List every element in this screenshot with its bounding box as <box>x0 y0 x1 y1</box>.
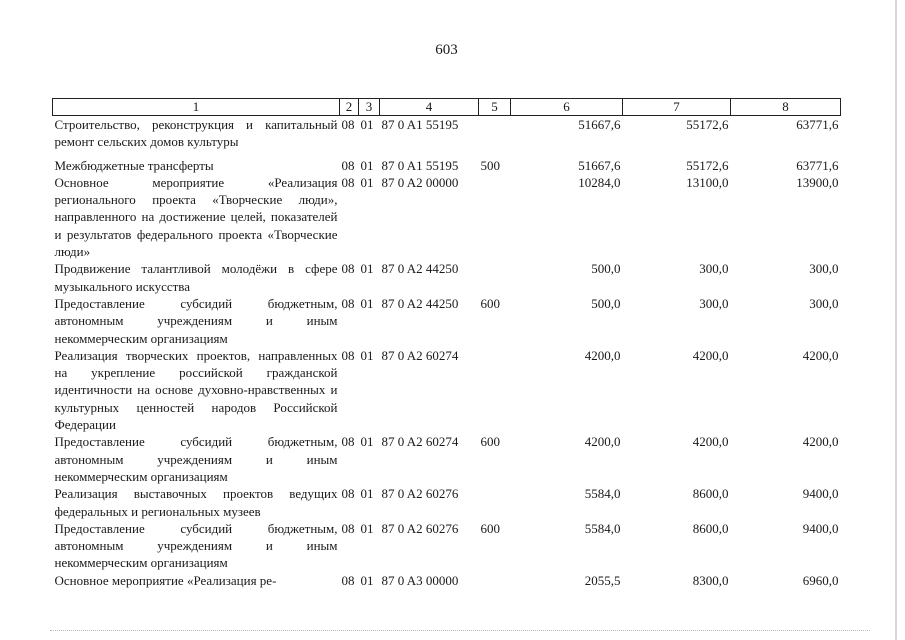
row-value-8: 300,0 <box>809 261 839 277</box>
col-header-1: 1 <box>53 99 340 116</box>
row-code: 87 0 A1 55195 <box>381 157 459 173</box>
row-value-6: 51667,6 <box>578 117 621 132</box>
row-code: 87 0 A2 00000 <box>381 174 459 190</box>
row-code: 87 0 A2 44250 <box>381 295 459 311</box>
row-value-7: 13100,0 <box>686 174 729 190</box>
row-value-6: 51667,6 <box>578 157 621 173</box>
row-value-6: 500,0 <box>591 295 621 311</box>
scan-artifact-line <box>50 630 870 632</box>
row-subsection: 01 <box>360 520 374 536</box>
row-subsection: 01 <box>360 434 374 450</box>
row-expense-type <box>479 572 511 589</box>
row-subsection: 01 <box>360 117 374 132</box>
row-code: 87 0 A2 60274 <box>381 434 459 450</box>
row-value-6: 2055,5 <box>584 572 621 588</box>
row-code: 87 0 A1 55195 <box>381 117 459 132</box>
header-row <box>53 99 841 116</box>
table-row <box>53 433 841 485</box>
row-expense-type <box>479 174 511 260</box>
row-section: 08 <box>341 174 355 190</box>
row-subsection: 01 <box>360 157 374 173</box>
row-expense-type <box>479 116 511 151</box>
row-value-6: 5584,0 <box>584 520 621 536</box>
row-value-8: 6960,0 <box>802 572 839 588</box>
row-subsection: 01 <box>360 174 374 190</box>
page-number: 603 <box>435 42 458 58</box>
row-value-7: 300,0 <box>699 261 729 277</box>
row-section: 08 <box>341 261 355 277</box>
row-value-8: 4200,0 <box>802 434 839 450</box>
row-section: 08 <box>341 486 355 502</box>
row-expense-type <box>479 260 511 295</box>
row-name: Предоставление субсидий бюджетным, автономным учреждениям и иным некоммерческим организациям <box>54 520 338 571</box>
row-name: Реализация творческих проектов, направленных на укрепление российской гражданской идентичности на основе духовно-нравственных и культурных ценностей народов Российской Федерации <box>54 347 338 433</box>
row-value-6: 5584,0 <box>584 486 621 502</box>
row-code: 87 0 A2 60276 <box>381 520 459 536</box>
row-expense-type: 600 <box>480 295 500 311</box>
row-subsection: 01 <box>360 347 374 363</box>
col-header-5: 5 <box>479 99 511 116</box>
row-value-7: 4200,0 <box>692 347 729 363</box>
row-section: 08 <box>341 572 355 588</box>
row-code: 87 0 A2 60274 <box>381 347 459 363</box>
row-name: Реализация выставочных проектов ведущих федеральных и региональных музеев <box>54 486 338 519</box>
row-value-8: 63771,6 <box>796 157 839 173</box>
row-value-6: 10284,0 <box>578 174 621 190</box>
row-section: 08 <box>341 295 355 311</box>
row-expense-type: 500 <box>480 157 500 173</box>
row-value-8: 4200,0 <box>802 347 839 363</box>
row-section: 08 <box>341 520 355 536</box>
row-value-8: 300,0 <box>809 295 839 311</box>
col-header-6: 6 <box>511 99 623 116</box>
row-value-6: 4200,0 <box>584 347 621 363</box>
row-code: 87 0 A2 44250 <box>381 261 459 277</box>
row-section: 08 <box>341 434 355 450</box>
row-subsection: 01 <box>360 295 374 311</box>
row-code: 87 0 A2 60276 <box>381 486 459 502</box>
row-expense-type: 600 <box>480 434 500 450</box>
row-value-7: 8300,0 <box>692 572 729 588</box>
table-row <box>53 174 841 260</box>
row-value-7: 55172,6 <box>686 157 729 173</box>
row-value-7: 300,0 <box>699 295 729 311</box>
row-value-8: 13900,0 <box>796 174 839 190</box>
row-expense-type <box>479 347 511 433</box>
col-header-2: 2 <box>340 99 359 116</box>
row-subsection: 01 <box>360 261 374 277</box>
row-value-8: 9400,0 <box>802 520 839 536</box>
row-section: 08 <box>341 347 355 363</box>
row-value-6: 4200,0 <box>584 434 621 450</box>
table-row <box>53 347 841 433</box>
row-expense-type: 600 <box>480 520 500 536</box>
row-section: 08 <box>341 117 355 132</box>
table-row <box>53 260 841 295</box>
table-row <box>53 572 841 589</box>
row-name: Межбюджетные трансферты <box>54 157 214 173</box>
row-name: Продвижение талантливой молодёжи в сфере музыкального искусства <box>54 261 338 294</box>
row-section: 08 <box>341 157 355 173</box>
row-value-8: 9400,0 <box>802 486 839 502</box>
row-expense-type <box>479 485 511 520</box>
table-row <box>53 151 841 174</box>
row-name: Предоставление субсидий бюджетным, автономным учреждениям и иным некоммерческим организациям <box>54 295 338 346</box>
row-name: Предоставление субсидий бюджетным, автономным учреждениям и иным некоммерческим организациям <box>54 434 338 484</box>
table-row <box>53 485 841 520</box>
row-value-7: 8600,0 <box>692 486 729 502</box>
table-row <box>53 520 841 572</box>
table-row <box>53 116 841 151</box>
row-name: Основное мероприятие «Реализация ре- <box>54 572 277 588</box>
row-name: Основное мероприятие «Реализация регионального проекта «Творческие люди», направленного на достижение целей, показателей и результатов федерального проекта «Творческие люди» <box>54 174 338 260</box>
row-subsection: 01 <box>360 486 374 502</box>
row-value-7: 4200,0 <box>692 434 729 450</box>
col-header-7: 7 <box>623 99 731 116</box>
col-header-3: 3 <box>359 99 380 116</box>
budget-table <box>52 98 841 589</box>
row-value-7: 8600,0 <box>692 520 729 536</box>
row-value-7: 55172,6 <box>686 117 729 132</box>
table-row <box>53 295 841 347</box>
col-header-8: 8 <box>731 99 841 116</box>
row-value-8: 63771,6 <box>796 117 839 132</box>
row-code: 87 0 A3 00000 <box>381 572 459 588</box>
row-name: Строительство, реконструкция и капитальный ремонт сельских домов культуры <box>54 117 338 150</box>
col-header-4: 4 <box>380 99 479 116</box>
row-value-6: 500,0 <box>591 261 621 277</box>
row-subsection: 01 <box>360 572 374 588</box>
